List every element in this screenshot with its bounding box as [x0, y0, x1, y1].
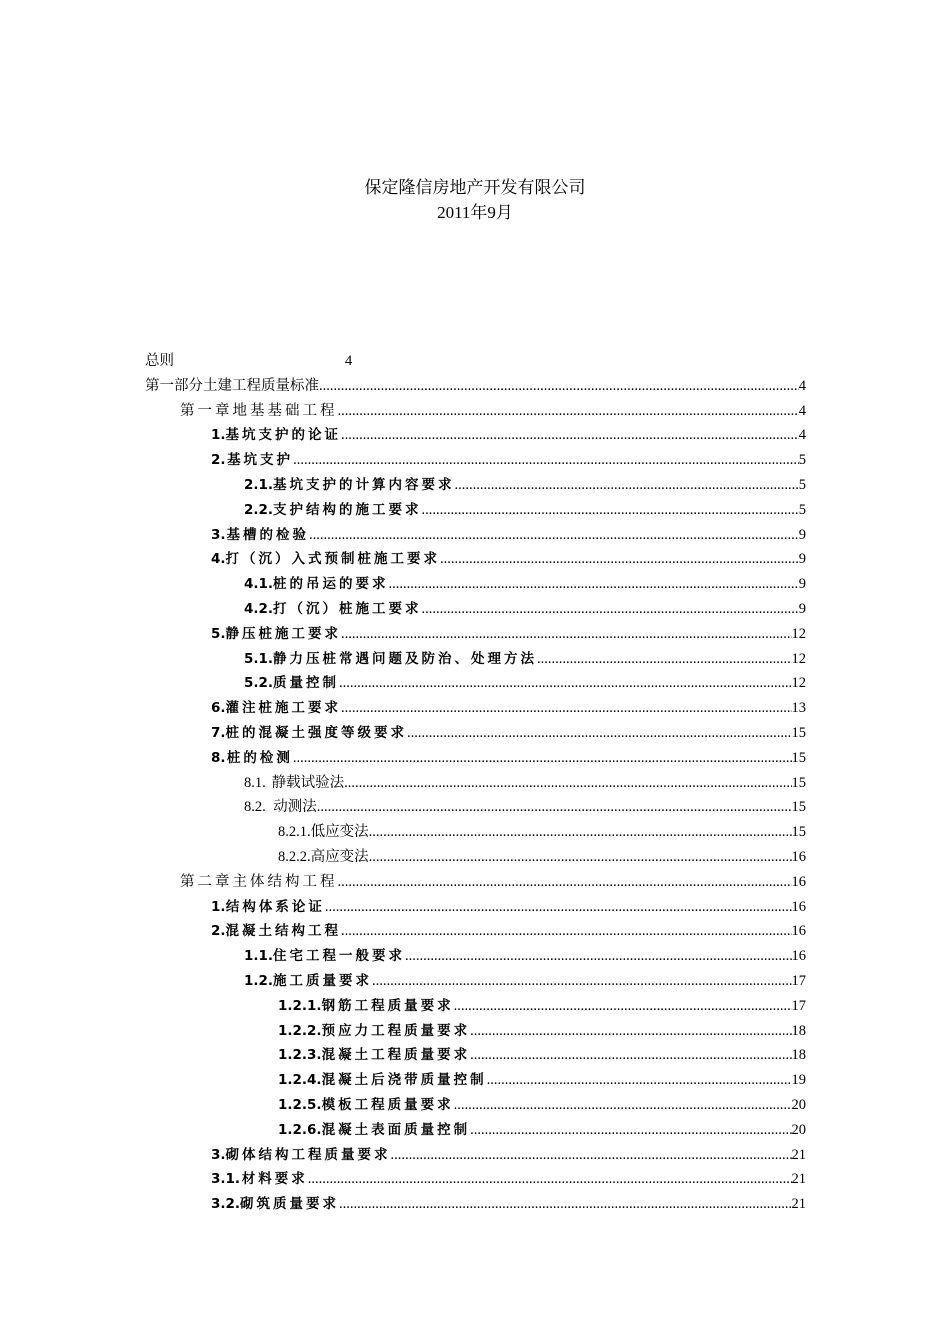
toc-entry[interactable] [0, 919, 950, 944]
toc-entry[interactable] [0, 870, 950, 895]
toc-entry[interactable] [0, 671, 950, 696]
toc-dot-leader [341, 622, 791, 647]
toc-entry-number: 总则 [145, 353, 174, 369]
toc-entry-title: 材料要求 [241, 1171, 308, 1188]
toc-entry-title: 桩的混凝土强度等级要求 [225, 724, 408, 741]
toc-entry-number: 8.2.2. [278, 848, 311, 865]
toc-dot-leader [537, 647, 791, 672]
toc-page-number: 9 [798, 526, 806, 543]
toc-page-number: 5 [798, 501, 806, 518]
toc-entry[interactable] [0, 1068, 950, 1093]
toc-entry-number: 7. [211, 724, 226, 741]
toc-dot-leader [454, 994, 792, 1019]
toc-page-number: 9 [798, 600, 806, 617]
toc-entry-number: 4. [211, 551, 226, 568]
toc-dot-leader [319, 374, 799, 399]
toc-entry-number: 第一部分 [145, 377, 203, 394]
toc-entry-title: 砌筑质量要求 [240, 1196, 340, 1213]
toc-entry-number: 1.2.6. [278, 1121, 322, 1138]
toc-entry[interactable] [0, 1118, 950, 1143]
toc-entry-number: 1. [211, 427, 226, 444]
toc-entry-title: 主体结构工程 [232, 873, 338, 890]
company-name: 保定隆信房地产开发有限公司 [364, 178, 586, 197]
toc-page-number: 12 [791, 675, 806, 692]
toc-entry-title: 模板工程质量要求 [321, 1096, 454, 1113]
toc-entry-number: 1.2.3. [278, 1047, 322, 1064]
toc-entry-title: 混凝土表面质量控制 [321, 1121, 471, 1138]
toc-page-number: 4 [798, 377, 806, 394]
toc-dot-leader [341, 696, 791, 721]
publish-date: 2011年9月 [437, 203, 513, 222]
toc-entry-number: 2. [211, 923, 226, 940]
toc-entry-number: 1.1. [244, 948, 274, 965]
toc-entry-number: 3.2. [211, 1196, 241, 1213]
toc-dot-leader [369, 820, 792, 845]
toc-entry-number: 5.2. [244, 675, 274, 692]
toc-entry-title: 混凝土结构工程 [225, 923, 342, 940]
toc-entry-number: 第一章 [180, 402, 233, 419]
toc-entry-number: 1.2.5. [278, 1096, 322, 1113]
toc-entry-number: 1.2.4. [278, 1072, 322, 1089]
toc-entry-title: 打（沉）桩施工要求 [273, 600, 422, 617]
toc-page-number: 4 [345, 353, 353, 369]
toc-entry-title: 钢筋工程质量要求 [321, 997, 454, 1014]
toc-dot-leader [454, 1093, 792, 1118]
toc-page-number: 18 [791, 1022, 806, 1039]
toc-dot-leader [338, 399, 799, 424]
toc-entry-title: 土建工程质量标准 [203, 377, 319, 394]
toc-page-number: 20 [791, 1121, 806, 1138]
toc-entry-number: 5. [211, 625, 226, 642]
toc-entry-number: 4.2. [244, 600, 274, 617]
toc-dot-leader [470, 1118, 791, 1143]
toc-entry-number: 3. [211, 526, 226, 543]
toc-entry[interactable] [0, 547, 950, 572]
toc-page-number: 16 [791, 948, 806, 965]
toc-page-number: 15 [791, 824, 806, 841]
toc-entry-title: 基坑支护 [227, 452, 294, 469]
toc-entry[interactable] [0, 721, 950, 746]
toc-entry[interactable] [0, 1019, 950, 1044]
toc-entry-title: 打（沉）入式预制桩施工要求 [225, 551, 441, 568]
toc-entry-number: 1.2.1. [278, 997, 322, 1014]
toc-dot-leader [325, 895, 792, 920]
toc-page-number: 9 [798, 551, 806, 568]
toc-dot-leader [341, 423, 799, 448]
toc-entry-title: 桩的检测 [226, 749, 293, 766]
toc-entry[interactable] [0, 1167, 950, 1192]
toc-entry[interactable] [0, 647, 950, 672]
toc-dot-leader [407, 721, 791, 746]
toc-entry[interactable] [0, 895, 950, 920]
toc-entry-title: 基坑支护的计算内容要求 [273, 476, 455, 493]
toc-page-number: 21 [791, 1196, 806, 1213]
toc-page-number: 9 [798, 576, 806, 593]
toc-page-number: 18 [791, 1047, 806, 1064]
toc-entry[interactable] [0, 399, 950, 424]
toc-dot-leader [344, 771, 791, 796]
toc-entry-title: 预应力工程质量要求 [321, 1022, 471, 1039]
toc-entry[interactable] [0, 1192, 950, 1217]
toc-entry-number: 8.1. [244, 774, 266, 791]
toc-entry-number: 8.2.1. [278, 824, 311, 841]
toc-dot-leader [422, 498, 799, 523]
toc-entry[interactable] [0, 572, 950, 597]
toc-page-number: 15 [791, 724, 806, 741]
toc-dot-leader [405, 944, 791, 969]
toc-entry-number: 4.1. [244, 576, 274, 593]
toc-entry-number: 1.2.2. [278, 1022, 322, 1039]
toc-entry-number: 第二章 [180, 873, 233, 890]
toc-entry-number: 2.2. [244, 501, 274, 518]
toc-entry-title: 高应变法 [310, 848, 369, 865]
toc-entry[interactable] [0, 845, 950, 870]
toc-entry-title: 灌注桩施工要求 [225, 700, 342, 717]
toc-entry-number: 1.2. [244, 972, 274, 989]
toc-entry[interactable] [0, 448, 950, 473]
toc-page-number: 12 [791, 650, 806, 667]
toc-entry[interactable] [0, 944, 950, 969]
toc-dot-leader [293, 448, 799, 473]
toc-dot-leader [293, 746, 792, 771]
toc-entry-number: 5.1. [244, 650, 274, 667]
toc-entry-number: 2. [211, 452, 226, 469]
toc-page-number: 16 [791, 923, 806, 940]
toc-dot-leader [455, 473, 799, 498]
toc-page-number: 21 [791, 1171, 806, 1188]
toc-entry[interactable] [0, 1043, 950, 1068]
toc-page-number: 19 [791, 1072, 806, 1089]
table-of-contents [0, 349, 950, 1217]
toc-page-number: 20 [791, 1096, 806, 1113]
toc-entry[interactable] [0, 473, 950, 498]
toc-page-number: 4 [798, 427, 806, 444]
toc-dot-leader [308, 1167, 792, 1192]
toc-dot-leader [369, 845, 792, 870]
toc-dot-leader [309, 523, 799, 548]
toc-page-number: 5 [798, 452, 806, 469]
toc-entry-number: 8. [211, 749, 226, 766]
toc-page-number: 17 [791, 972, 806, 989]
toc-dot-leader [339, 671, 791, 696]
toc-page-number: 15 [791, 774, 806, 791]
toc-page-number: 17 [791, 997, 806, 1014]
toc-entry-title: 支护结构的施工要求 [273, 501, 422, 518]
toc-dot-leader [440, 547, 799, 572]
toc-page-number: 16 [791, 848, 806, 865]
toc-entry-title: 静载试验法 [271, 774, 345, 791]
toc-dot-leader [339, 1192, 791, 1217]
toc-entry[interactable] [0, 374, 950, 399]
toc-entry[interactable] [0, 423, 950, 448]
toc-entry-title: 结构体系论证 [225, 898, 325, 915]
toc-dot-leader [389, 572, 799, 597]
toc-entry-title: 静压桩施工要求 [225, 625, 342, 642]
toc-entry[interactable] [0, 523, 950, 548]
toc-entry-number: 8.2. [244, 799, 266, 816]
toc-entry[interactable] [0, 622, 950, 647]
toc-page-number: 16 [791, 898, 806, 915]
toc-entry-title: 基坑支护的论证 [225, 427, 342, 444]
toc-page-number: 13 [791, 700, 806, 717]
toc-page-number: 12 [791, 625, 806, 642]
toc-entry-title: 静力压桩常遇问题及防治、处理方法 [273, 650, 538, 667]
toc-entry[interactable] [0, 1093, 950, 1118]
toc-entry[interactable] [0, 1143, 950, 1168]
toc-dot-leader [341, 919, 791, 944]
toc-page-number: 15 [791, 799, 806, 816]
toc-page-number: 5 [798, 476, 806, 493]
toc-page-number: 15 [791, 749, 806, 766]
toc-entry-title: 混凝土后浇带质量控制 [321, 1072, 487, 1089]
toc-entry[interactable] [0, 969, 950, 994]
toc-entry-title: 低应变法 [310, 824, 369, 841]
toc-entry-title: 地基基础工程 [232, 402, 338, 419]
toc-entry[interactable] [0, 349, 950, 374]
toc-entry[interactable] [0, 771, 950, 796]
toc-entry-number: 3.1. [211, 1171, 241, 1188]
toc-entry-title: 桩的吊运的要求 [273, 576, 389, 593]
toc-entry-title: 混凝土工程质量要求 [321, 1047, 471, 1064]
toc-dot-leader [338, 870, 792, 895]
toc-dot-leader [391, 1143, 792, 1168]
toc-entry-number: 2.1. [244, 476, 274, 493]
toc-entry-title: 质量控制 [273, 675, 340, 692]
toc-entry-title: 基槽的检验 [226, 526, 310, 543]
toc-entry-title: 住宅工程一般要求 [273, 948, 406, 965]
toc-entry[interactable] [0, 820, 950, 845]
toc-dot-leader [422, 597, 799, 622]
toc-entry[interactable] [0, 746, 950, 771]
toc-entry[interactable] [0, 696, 950, 721]
toc-entry-title: 动测法 [273, 799, 317, 816]
toc-entry[interactable] [0, 795, 950, 820]
toc-page-number: 4 [798, 402, 806, 419]
toc-dot-leader [487, 1068, 792, 1093]
toc-dot-leader [470, 1043, 791, 1068]
toc-dot-leader [372, 969, 791, 994]
toc-entry-number: 1. [211, 898, 226, 915]
toc-page-number: 21 [791, 1146, 806, 1163]
toc-entry-number: 3. [211, 1146, 226, 1163]
toc-page-number: 16 [791, 873, 806, 890]
toc-entry-number: 6. [211, 700, 226, 717]
toc-dot-leader [470, 1019, 791, 1044]
toc-entry[interactable] [0, 994, 950, 1019]
toc-entry[interactable] [0, 597, 950, 622]
toc-entry-title: 施工质量要求 [273, 972, 373, 989]
toc-dot-leader [317, 795, 792, 820]
toc-entry[interactable] [0, 498, 950, 523]
toc-entry-title: 砌体结构工程质量要求 [225, 1146, 391, 1163]
